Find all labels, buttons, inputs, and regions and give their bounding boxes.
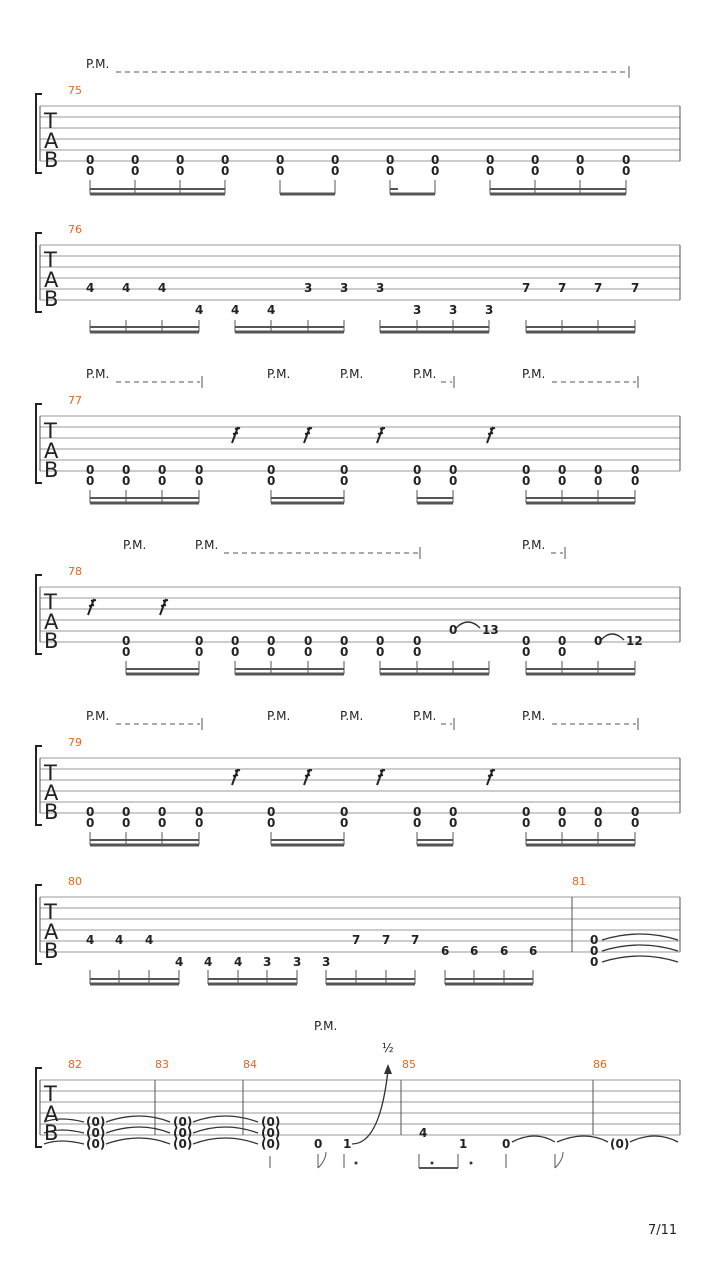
fret-number: 0: [576, 164, 585, 178]
fret-number: 4: [86, 933, 95, 947]
tab-staff: [36, 746, 680, 825]
fret-number: 6: [470, 944, 479, 958]
tie: [106, 1116, 170, 1122]
tie: [557, 1136, 608, 1142]
fret-number: 0: [122, 805, 131, 819]
svg-text:A: A: [44, 1102, 59, 1126]
fret-number: 0: [594, 634, 603, 648]
svg-text:A: A: [44, 439, 59, 463]
fret-number: 13: [482, 623, 499, 637]
measure-number: 85: [402, 1058, 416, 1071]
fret-number: 0: [558, 463, 567, 477]
fret-number: 3: [485, 303, 494, 317]
fret-number: 0: [176, 164, 185, 178]
fret-number: 0: [304, 634, 313, 648]
fret-number: 4: [86, 281, 95, 295]
fret-number: 7: [382, 933, 391, 947]
svg-text:A: A: [44, 781, 59, 805]
fret-number: 0: [195, 805, 204, 819]
bend-arrowhead: [384, 1064, 392, 1074]
fret-number: 0: [631, 474, 640, 488]
fret-number: 0: [522, 463, 531, 477]
palm-mute-label: P.M.: [195, 538, 219, 552]
fret-number: 0: [122, 634, 131, 648]
fret-number: (0): [610, 1137, 630, 1151]
svg-text:T: T: [44, 109, 57, 133]
fret-number: 0: [195, 645, 204, 659]
fret-number: 0: [531, 164, 540, 178]
fret-number: (0): [173, 1126, 193, 1140]
palm-mute-label: P.M.: [86, 57, 110, 71]
measure-number: 77: [68, 394, 82, 407]
fret-number: 7: [352, 933, 361, 947]
palm-mute-label: P.M.: [340, 709, 364, 723]
measure-number: 80: [68, 875, 82, 888]
tab-staff: [36, 885, 680, 964]
fret-number: 0: [86, 816, 95, 830]
palm-mute-label: P.M.: [267, 709, 291, 723]
sixteenth-rest: [304, 769, 312, 785]
fret-number: 0: [340, 463, 349, 477]
fret-number: 3: [304, 281, 313, 295]
fret-number: 0: [486, 164, 495, 178]
fret-number: 0: [558, 645, 567, 659]
fret-number: 0: [340, 645, 349, 659]
fret-number: 0: [449, 474, 458, 488]
svg-text:T: T: [44, 248, 57, 272]
fret-number: 3: [413, 303, 422, 317]
fret-number: 0: [195, 463, 204, 477]
fret-number: 0: [522, 816, 531, 830]
tie: [512, 1136, 555, 1142]
notation-marks: [44, 66, 678, 1168]
fret-number: 4: [231, 303, 240, 317]
palm-mute-label: P.M.: [123, 538, 147, 552]
fret-number: 0: [231, 645, 240, 659]
fret-number: 0: [158, 816, 167, 830]
svg-text:T: T: [44, 900, 57, 924]
fret-number: 1: [343, 1137, 352, 1151]
fret-number: (0): [261, 1137, 281, 1151]
fret-number: 0: [622, 164, 631, 178]
fret-number: 0: [304, 645, 313, 659]
svg-text:B: B: [44, 458, 59, 482]
svg-text:B: B: [44, 1121, 59, 1145]
fret-number: 0: [267, 816, 276, 830]
note-flag: [555, 1152, 563, 1168]
sixteenth-rest: [160, 599, 168, 615]
fret-number: 0: [386, 153, 395, 167]
sixteenth-rest: [232, 427, 240, 443]
fret-number: 7: [594, 281, 603, 295]
fret-number: 0: [122, 463, 131, 477]
fret-number: 0: [522, 474, 531, 488]
fret-number: 7: [411, 933, 420, 947]
fret-number: 3: [340, 281, 349, 295]
fret-number: 4: [175, 955, 184, 969]
fret-number: 3: [449, 303, 458, 317]
fret-number: 0: [376, 645, 385, 659]
fret-number: 4: [195, 303, 204, 317]
fret-number: 0: [594, 816, 603, 830]
palm-mute-label: P.M.: [314, 1019, 338, 1033]
fret-number: 0: [594, 805, 603, 819]
fret-number: 0: [86, 153, 95, 167]
palm-mute-label: P.M.: [86, 709, 110, 723]
fret-number: 4: [267, 303, 276, 317]
fret-number: 0: [340, 805, 349, 819]
tab-staff: [36, 94, 680, 173]
fret-number: 0: [386, 164, 395, 178]
fret-number: 7: [522, 281, 531, 295]
fret-number: 0: [590, 944, 599, 958]
measure-number: 76: [68, 223, 82, 236]
fret-number: 6: [529, 944, 538, 958]
fret-number: 0: [558, 474, 567, 488]
fret-number: 0: [331, 153, 340, 167]
measure-number: 86: [593, 1058, 607, 1071]
measure-number: 83: [155, 1058, 169, 1071]
svg-text:B: B: [44, 287, 59, 311]
fret-number: 0: [158, 463, 167, 477]
fret-number: 3: [376, 281, 385, 295]
tie: [602, 956, 678, 962]
svg-text:T: T: [44, 419, 57, 443]
svg-text:T: T: [44, 761, 57, 785]
svg-text:B: B: [44, 939, 59, 963]
palm-mute-label: P.M.: [340, 367, 364, 381]
fret-number: (0): [173, 1137, 193, 1151]
fret-number: 0: [502, 1137, 511, 1151]
fret-number: 6: [441, 944, 450, 958]
fret-number: 0: [431, 153, 440, 167]
measure-number: 81: [572, 875, 586, 888]
sixteenth-rest: [304, 427, 312, 443]
palm-mute-label: P.M.: [522, 709, 546, 723]
fret-number: 3: [293, 955, 302, 969]
fret-number: 4: [115, 933, 124, 947]
sixteenth-rest: [377, 769, 385, 785]
fret-number: 0: [449, 805, 458, 819]
fret-number: 0: [431, 164, 440, 178]
fret-number: (0): [86, 1137, 106, 1151]
fret-number: 0: [231, 634, 240, 648]
palm-mute-label: P.M.: [413, 367, 437, 381]
tie: [106, 1138, 170, 1144]
svg-text:A: A: [44, 129, 59, 153]
tie: [44, 1130, 84, 1133]
fret-number: 0: [413, 634, 422, 648]
tie: [602, 934, 678, 940]
fret-number: 0: [195, 474, 204, 488]
fret-number: 0: [195, 816, 204, 830]
page-number: 7/11: [648, 1223, 678, 1238]
fret-number: 0: [449, 463, 458, 477]
fret-number: 0: [267, 474, 276, 488]
fret-number: 4: [234, 955, 243, 969]
bend-arrow: [352, 1070, 388, 1144]
tie: [630, 1136, 678, 1142]
sixteenth-rest: [88, 599, 96, 615]
dot: [355, 1162, 358, 1165]
tab-staff: [36, 233, 680, 312]
palm-mute-label: P.M.: [522, 538, 546, 552]
fret-number: 0: [376, 634, 385, 648]
fret-number: 3: [322, 955, 331, 969]
fret-number: 0: [622, 153, 631, 167]
fret-number: 4: [145, 933, 154, 947]
fret-number: 0: [413, 645, 422, 659]
fret-number: 0: [331, 164, 340, 178]
tab-staff: [36, 575, 680, 654]
fret-number: 0: [340, 474, 349, 488]
fret-number: (0): [86, 1115, 106, 1129]
fret-number: 0: [594, 474, 603, 488]
svg-text:A: A: [44, 268, 59, 292]
fret-number: 0: [522, 805, 531, 819]
svg-text:T: T: [44, 590, 57, 614]
fret-number: 0: [449, 623, 458, 637]
fret-number: 4: [419, 1126, 428, 1140]
fret-number: 0: [631, 816, 640, 830]
measure-number: 82: [68, 1058, 82, 1071]
fret-number: 0: [267, 463, 276, 477]
svg-text:B: B: [44, 148, 59, 172]
fret-number: 0: [531, 153, 540, 167]
fret-number: 0: [267, 805, 276, 819]
palm-mute-label: P.M.: [413, 709, 437, 723]
fret-number: 0: [631, 463, 640, 477]
fret-number: 0: [122, 474, 131, 488]
fret-number: 0: [413, 463, 422, 477]
fret-number: 12: [626, 634, 643, 648]
tie: [193, 1116, 258, 1122]
fret-number: 0: [267, 645, 276, 659]
fret-number: 0: [576, 153, 585, 167]
fret-number: 0: [86, 474, 95, 488]
fret-number: (0): [173, 1115, 193, 1129]
tie: [44, 1141, 84, 1144]
fret-number: 4: [122, 281, 131, 295]
palm-mute-label: P.M.: [267, 367, 291, 381]
tie: [106, 1127, 170, 1133]
fret-number: 7: [558, 281, 567, 295]
fret-number: 0: [276, 164, 285, 178]
svg-text:T: T: [44, 1082, 57, 1106]
staff-systems: [36, 94, 680, 1147]
tie: [193, 1127, 258, 1133]
sixteenth-rest: [377, 427, 385, 443]
fret-number: 0: [590, 933, 599, 947]
dot: [470, 1162, 473, 1165]
sixteenth-rest: [232, 769, 240, 785]
fret-number: 0: [221, 164, 230, 178]
fret-number: 0: [558, 805, 567, 819]
fret-number: (0): [86, 1126, 106, 1140]
palm-mute-label: P.M.: [522, 367, 546, 381]
tie: [601, 634, 624, 640]
fret-number: 0: [594, 463, 603, 477]
fret-number: 0: [122, 645, 131, 659]
fret-number: 0: [195, 634, 204, 648]
fret-number: 0: [86, 164, 95, 178]
note-flag: [318, 1152, 326, 1168]
fret-number: 0: [558, 816, 567, 830]
measure-number: 75: [68, 84, 82, 97]
fret-number: 0: [86, 463, 95, 477]
svg-text:B: B: [44, 629, 59, 653]
fret-number: 0: [340, 634, 349, 648]
palm-mute-label: P.M.: [86, 367, 110, 381]
fret-number: 0: [413, 474, 422, 488]
fret-number: 0: [486, 153, 495, 167]
fret-number: 0: [267, 634, 276, 648]
fret-number: 1: [459, 1137, 468, 1151]
fret-number: 0: [413, 816, 422, 830]
fret-number: 7: [631, 281, 640, 295]
fret-number: 6: [500, 944, 509, 958]
fret-number: 0: [221, 153, 230, 167]
fret-number: 0: [158, 474, 167, 488]
sixteenth-rest: [487, 769, 495, 785]
fret-number: 0: [340, 816, 349, 830]
fret-number: (0): [261, 1126, 281, 1140]
fret-number: 0: [131, 164, 140, 178]
tie: [602, 945, 678, 951]
svg-text:A: A: [44, 610, 59, 634]
fret-number: 0: [631, 805, 640, 819]
tie: [44, 1119, 84, 1122]
measure-number: 79: [68, 736, 82, 749]
fret-number: 0: [449, 816, 458, 830]
dot: [431, 1162, 434, 1165]
fret-number: 0: [314, 1137, 323, 1151]
bend-amount: ½: [382, 1041, 394, 1055]
fret-number: 4: [204, 955, 213, 969]
fret-number: 0: [176, 153, 185, 167]
measure-number: 78: [68, 565, 82, 578]
fret-number: 0: [86, 805, 95, 819]
sixteenth-rest: [487, 427, 495, 443]
fret-number: 4: [158, 281, 167, 295]
fret-number: 0: [590, 955, 599, 969]
fret-number: 0: [558, 634, 567, 648]
fret-number: 0: [122, 816, 131, 830]
fret-number: 0: [522, 645, 531, 659]
tab-staff: [36, 404, 680, 483]
fret-number: (0): [261, 1115, 281, 1129]
tie: [456, 622, 480, 628]
fret-number: 0: [522, 634, 531, 648]
svg-text:B: B: [44, 800, 59, 824]
fret-number: 0: [131, 153, 140, 167]
svg-text:A: A: [44, 920, 59, 944]
tab-staff: [36, 1068, 680, 1147]
fret-number: 0: [413, 805, 422, 819]
tie: [193, 1138, 258, 1144]
fret-number: 3: [263, 955, 272, 969]
measure-number: 84: [243, 1058, 257, 1071]
fret-number: 0: [158, 805, 167, 819]
fret-number: 0: [276, 153, 285, 167]
